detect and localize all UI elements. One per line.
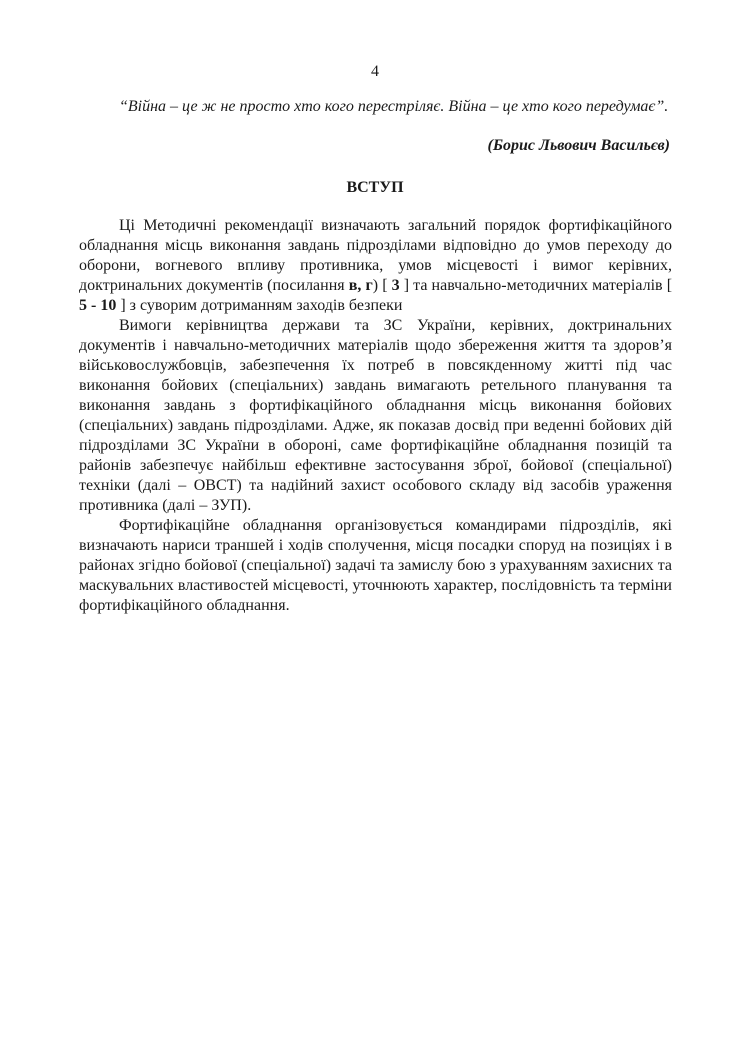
section-title: ВСТУП — [346, 179, 404, 196]
paragraph-1-text-c: ] та навчально-методичних матеріалів [ — [399, 277, 673, 294]
reference-range: 5 - 10 — [79, 297, 117, 314]
paragraph-1-text-a: Ці Методичні рекомендації визначають загальний порядок фортифікаційного обладнання місць виконання завдань підрозділами відповідно до умов переходу до оборони, вогневого впливу противника, умов місцевості і вимог керівних, доктринальних документів (посилання — [79, 217, 672, 294]
page-number: 4 — [371, 63, 379, 80]
reference-number: 3 — [391, 277, 400, 294]
paragraph-2: Вимоги керівництва держави та ЗС України, керівних, доктринальних документів і навчально-методичних матеріалів щодо збереження життя та здоров’я військовослужбовців, забезпечення їх потреб в повсякденному житті під час виконання бойових (спеціальних) завдань вимагають ретельного планування та виконання завдань з фортифікаційного обладнання місць виконання бойових (спеціальних) завдань підрозділами. Адже, як показав досвід при веденні бойових дій підрозділами ЗС України в обороні, саме фортифікаційне обладнання позицій та районів забезпечує найбільш ефективне застосування зброї, бойової (спеціальної) техніки (далі – ОВСТ) та надійний захист особового складу від засобів ураження противника (далі – ЗУП). — [79, 317, 672, 514]
paragraph-1-text-b: ) [ — [372, 277, 392, 294]
paragraph-1 — [79, 216, 672, 316]
paragraph-1-text-d: ] з суворим дотриманням заходів безпеки — [116, 297, 403, 314]
document-body — [79, 216, 672, 616]
reference-letters: в, г — [348, 277, 373, 294]
paragraph-3: Фортифікаційне обладнання організовується командирами підрозділів, які визначають нариси траншей і ходів сполучення, місця посадки споруд на позиціях і в районах згідно бойової (спеціальної) задачі та замислу бою з урахуванням захисних та маскувальних властивостей місцевості, уточнюють характер, послідовність та терміни фортифікаційного обладнання. — [79, 517, 672, 614]
epigraph-author: (Борис Львович Васильєв) — [487, 137, 670, 154]
epigraph-quote: “Війна – це ж не просто хто кого перестріляє. Війна – це хто кого передумає”. — [119, 98, 669, 115]
